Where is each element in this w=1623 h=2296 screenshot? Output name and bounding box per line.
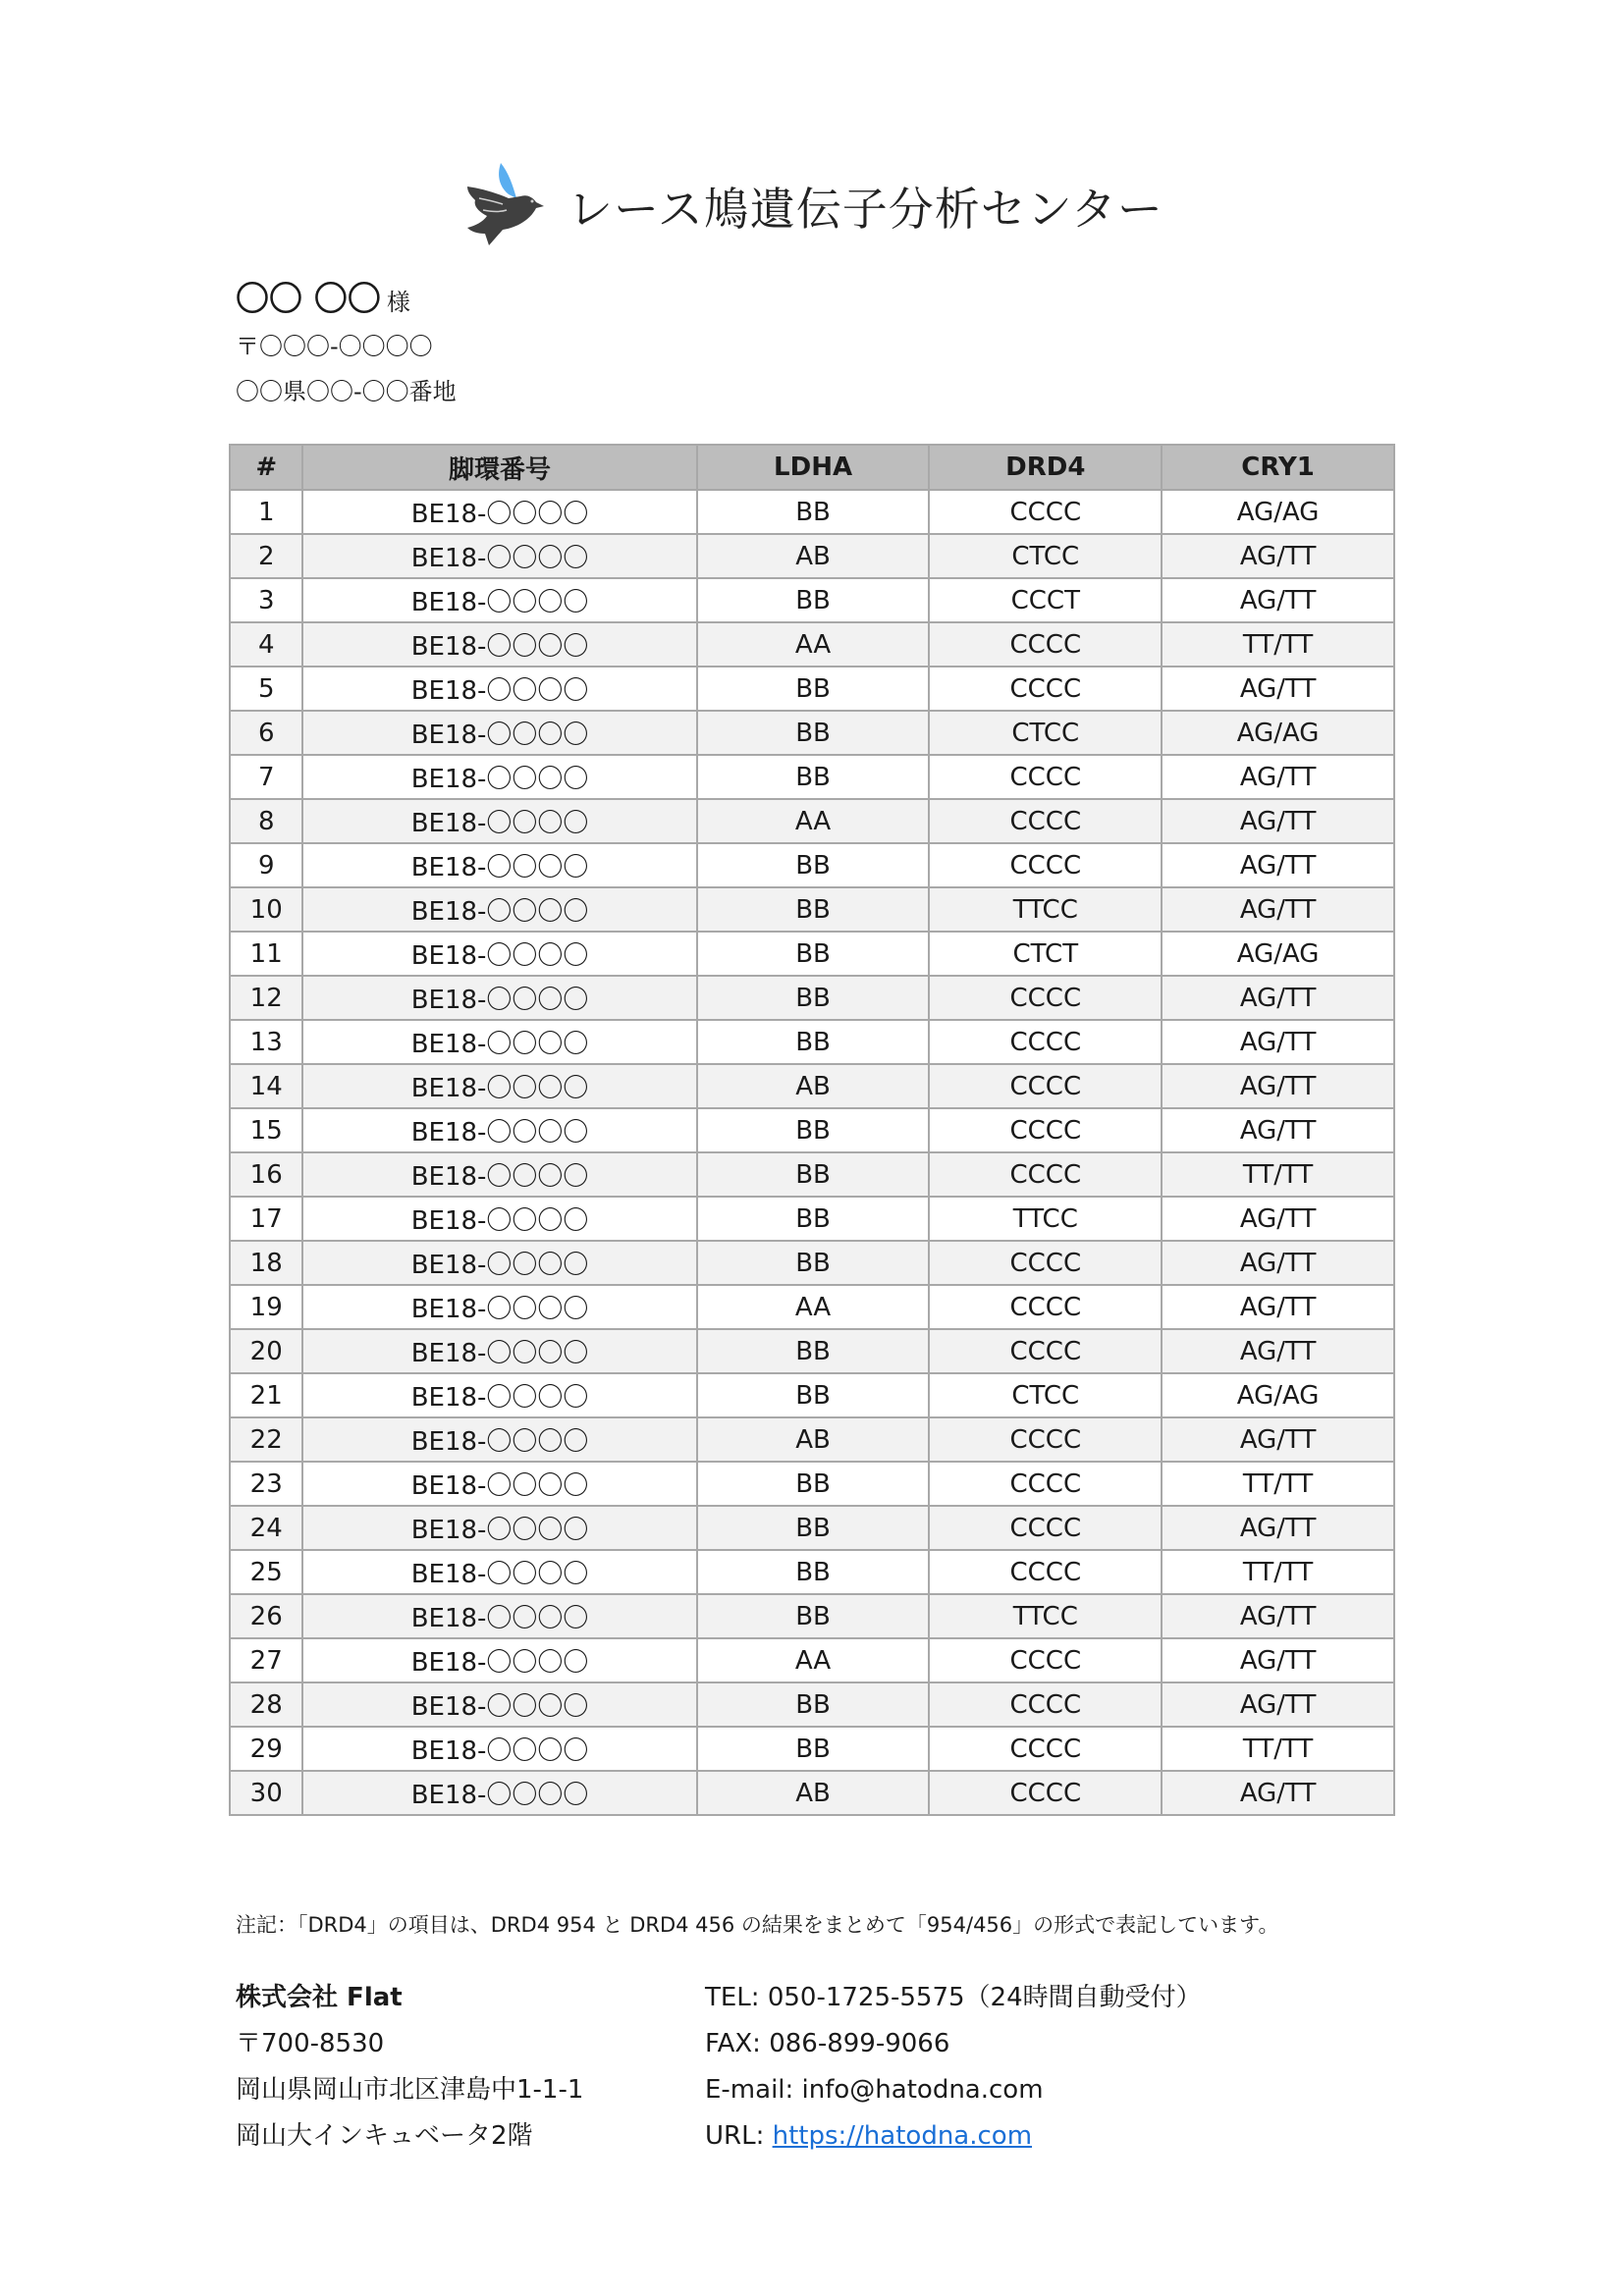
cell-drd4: CCCC [929,1020,1162,1064]
cell-cry1: AG/TT [1162,1241,1394,1285]
cell-number: 4 [230,622,302,667]
cell-drd4: CCCC [929,622,1162,667]
cell-ldha: AB [697,1771,930,1815]
cell-number: 25 [230,1550,302,1594]
cell-ldha: BB [697,1152,930,1197]
cell-cry1: AG/TT [1162,1329,1394,1373]
cell-ring-number: BE18-〇〇〇〇 [302,490,696,534]
cell-cry1: AG/TT [1162,1197,1394,1241]
table-row [230,1064,1394,1108]
cell-number: 23 [230,1462,302,1506]
cell-cry1: AG/AG [1162,711,1394,755]
cell-drd4: CCCC [929,976,1162,1020]
table-row [230,1329,1394,1373]
table-row [230,490,1394,534]
cell-ring-number: BE18-〇〇〇〇 [302,711,696,755]
cell-ldha: BB [697,1241,930,1285]
cell-ldha: BB [697,1506,930,1550]
cell-cry1: AG/TT [1162,1020,1394,1064]
cell-drd4: TTCC [929,1197,1162,1241]
cell-ring-number: BE18-〇〇〇〇 [302,667,696,711]
cell-drd4: CCCC [929,755,1162,799]
table-row [230,887,1394,932]
cell-drd4: CTCT [929,932,1162,976]
table-row [230,799,1394,843]
cell-number: 16 [230,1152,302,1197]
cell-ldha: BB [697,755,930,799]
company-info [236,1975,583,2160]
cell-ldha: BB [697,1727,930,1771]
table-row [230,1285,1394,1329]
cell-ldha: BB [697,1594,930,1638]
cell-cry1: AG/TT [1162,1682,1394,1727]
table-row [230,1682,1394,1727]
cell-cry1: AG/TT [1162,1771,1394,1815]
cell-ring-number: BE18-〇〇〇〇 [302,1594,696,1638]
contact-email: E-mail: info@hatodna.com [705,2075,1044,2105]
cell-ldha: BB [697,1020,930,1064]
cell-ldha: AB [697,1064,930,1108]
table-row [230,1771,1394,1815]
cell-drd4: TTCC [929,887,1162,932]
cell-ring-number: BE18-〇〇〇〇 [302,1638,696,1682]
cell-number: 11 [230,932,302,976]
cell-cry1: AG/TT [1162,799,1394,843]
cell-ldha: BB [697,1197,930,1241]
cell-cry1: AG/TT [1162,1108,1394,1152]
contact-tel: TEL: 050-1725-5575（24時間自動受付） [705,1983,1202,2012]
cell-drd4: TTCC [929,1594,1162,1638]
cell-drd4: CCCC [929,1417,1162,1462]
column-header-cry1: CRY1 [1162,445,1394,490]
cell-drd4: CTCC [929,1373,1162,1417]
cell-cry1: AG/TT [1162,578,1394,622]
cell-ldha: BB [697,711,930,755]
cell-number: 10 [230,887,302,932]
cell-ring-number: BE18-〇〇〇〇 [302,1727,696,1771]
cell-drd4: CCCT [929,578,1162,622]
cell-drd4: CCCC [929,1771,1162,1815]
cell-ldha: BB [697,1373,930,1417]
cell-drd4: CCCC [929,1638,1162,1682]
cell-number: 20 [230,1329,302,1373]
company-postal: 〒700-8530 [236,2029,385,2058]
cell-drd4: CCCC [929,667,1162,711]
table-row [230,1152,1394,1197]
cell-ring-number: BE18-〇〇〇〇 [302,1197,696,1241]
cell-ring-number: BE18-〇〇〇〇 [302,932,696,976]
cell-cry1: AG/TT [1162,1594,1394,1638]
cell-drd4: CCCC [929,1727,1162,1771]
cell-cry1: TT/TT [1162,1727,1394,1771]
cell-ldha: BB [697,843,930,887]
column-header-ring-number: 脚環番号 [302,445,696,490]
cell-number: 18 [230,1241,302,1285]
cell-ring-number: BE18-〇〇〇〇 [302,1152,696,1197]
contact-info [705,1975,1202,2160]
table-row [230,1550,1394,1594]
cell-ring-number: BE18-〇〇〇〇 [302,1329,696,1373]
cell-ring-number: BE18-〇〇〇〇 [302,578,696,622]
recipient-address: 〇〇県〇〇-〇〇番地 [236,378,457,405]
cell-ring-number: BE18-〇〇〇〇 [302,1373,696,1417]
column-header-ldha: LDHA [697,445,930,490]
cell-cry1: AG/TT [1162,1506,1394,1550]
cell-ldha: AB [697,1417,930,1462]
table-row [230,578,1394,622]
cell-ring-number: BE18-〇〇〇〇 [302,887,696,932]
cell-number: 5 [230,667,302,711]
cell-cry1: TT/TT [1162,1462,1394,1506]
contact-fax: FAX: 086-899-9066 [705,2029,950,2058]
cell-cry1: TT/TT [1162,1550,1394,1594]
cell-ring-number: BE18-〇〇〇〇 [302,1108,696,1152]
pigeon-icon [461,155,560,257]
cell-number: 28 [230,1682,302,1727]
recipient-name: 〇〇 〇〇 [236,280,381,319]
table-row [230,622,1394,667]
cell-ldha: BB [697,976,930,1020]
cell-ldha: BB [697,490,930,534]
cell-ring-number: BE18-〇〇〇〇 [302,1550,696,1594]
cell-ring-number: BE18-〇〇〇〇 [302,1506,696,1550]
table-row [230,667,1394,711]
cell-number: 2 [230,534,302,578]
cell-drd4: CCCC [929,799,1162,843]
cell-drd4: CCCC [929,1329,1162,1373]
cell-cry1: AG/AG [1162,490,1394,534]
cell-cry1: AG/AG [1162,1373,1394,1417]
cell-number: 12 [230,976,302,1020]
cell-number: 24 [230,1506,302,1550]
cell-ldha: BB [697,932,930,976]
column-header-number: # [230,445,302,490]
cell-cry1: AG/TT [1162,1064,1394,1108]
cell-number: 1 [230,490,302,534]
cell-ring-number: BE18-〇〇〇〇 [302,843,696,887]
cell-number: 22 [230,1417,302,1462]
table-body [230,490,1394,1815]
cell-cry1: TT/TT [1162,622,1394,667]
table-row [230,976,1394,1020]
cell-drd4: CTCC [929,534,1162,578]
company-address-line2: 岡山大インキュベータ2階 [236,2121,533,2151]
cell-cry1: AG/TT [1162,534,1394,578]
cell-ring-number: BE18-〇〇〇〇 [302,1682,696,1727]
company-name: 株式会社 Flat [236,1983,403,2012]
cell-ring-number: BE18-〇〇〇〇 [302,1285,696,1329]
cell-ldha: AA [697,622,930,667]
cell-drd4: CCCC [929,1241,1162,1285]
cell-cry1: AG/TT [1162,755,1394,799]
cell-ring-number: BE18-〇〇〇〇 [302,1771,696,1815]
cell-cry1: AG/TT [1162,887,1394,932]
table-row [230,1506,1394,1550]
website-link[interactable]: https://hatodna.com [772,2121,1033,2151]
cell-cry1: AG/TT [1162,667,1394,711]
cell-ldha: AA [697,1638,930,1682]
cell-drd4: CCCC [929,1285,1162,1329]
cell-ring-number: BE18-〇〇〇〇 [302,799,696,843]
table-row [230,755,1394,799]
cell-number: 26 [230,1594,302,1638]
cell-cry1: AG/TT [1162,1638,1394,1682]
cell-ldha: AB [697,534,930,578]
cell-ldha: BB [697,667,930,711]
cell-ldha: AA [697,1285,930,1329]
cell-ring-number: BE18-〇〇〇〇 [302,1462,696,1506]
cell-ring-number: BE18-〇〇〇〇 [302,534,696,578]
cell-ldha: BB [697,1462,930,1506]
cell-number: 19 [230,1285,302,1329]
table-header-row [230,445,1394,490]
cell-drd4: CCCC [929,1462,1162,1506]
brand-header [461,157,1163,255]
cell-number: 14 [230,1064,302,1108]
cell-ldha: BB [697,887,930,932]
brand-title: レース鳩遺伝子分析センター [568,183,1163,236]
cell-cry1: TT/TT [1162,1152,1394,1197]
cell-ldha: BB [697,1108,930,1152]
cell-drd4: CCCC [929,1506,1162,1550]
table-row [230,1594,1394,1638]
cell-number: 27 [230,1638,302,1682]
cell-drd4: CCCC [929,1682,1162,1727]
cell-ldha: BB [697,1550,930,1594]
column-header-drd4: DRD4 [929,445,1162,490]
cell-ldha: AA [697,799,930,843]
cell-ring-number: BE18-〇〇〇〇 [302,622,696,667]
cell-cry1: AG/AG [1162,932,1394,976]
company-address-line1: 岡山県岡山市北区津島中1-1-1 [236,2075,584,2105]
table-row [230,1727,1394,1771]
cell-drd4: CTCC [929,711,1162,755]
cell-ldha: BB [697,578,930,622]
cell-cry1: AG/TT [1162,976,1394,1020]
contact-url-line [705,2113,1202,2160]
table-row [230,1417,1394,1462]
table-row [230,1020,1394,1064]
recipient-block [236,275,457,414]
cell-number: 7 [230,755,302,799]
cell-number: 3 [230,578,302,622]
cell-cry1: AG/TT [1162,843,1394,887]
table-row [230,1197,1394,1241]
contact-url-label: URL: [705,2121,773,2151]
cell-drd4: CCCC [929,490,1162,534]
recipient-honorific: 様 [386,289,410,316]
cell-number: 15 [230,1108,302,1152]
table-row [230,1462,1394,1506]
cell-ldha: BB [697,1682,930,1727]
cell-number: 6 [230,711,302,755]
table-row [230,932,1394,976]
cell-ldha: BB [697,1329,930,1373]
cell-ring-number: BE18-〇〇〇〇 [302,755,696,799]
cell-ring-number: BE18-〇〇〇〇 [302,1020,696,1064]
cell-number: 17 [230,1197,302,1241]
recipient-postal: 〒〇〇〇-〇〇〇〇 [236,333,433,360]
cell-number: 8 [230,799,302,843]
cell-ring-number: BE18-〇〇〇〇 [302,1064,696,1108]
cell-ring-number: BE18-〇〇〇〇 [302,1417,696,1462]
table-row [230,1373,1394,1417]
cell-drd4: CCCC [929,1108,1162,1152]
cell-number: 29 [230,1727,302,1771]
cell-cry1: AG/TT [1162,1285,1394,1329]
table-row [230,1241,1394,1285]
cell-drd4: CCCC [929,843,1162,887]
cell-cry1: AG/TT [1162,1417,1394,1462]
recipient-name-line [236,275,457,324]
cell-number: 13 [230,1020,302,1064]
cell-number: 21 [230,1373,302,1417]
genotype-results-table [229,444,1395,1816]
cell-drd4: CCCC [929,1152,1162,1197]
cell-drd4: CCCC [929,1550,1162,1594]
cell-drd4: CCCC [929,1064,1162,1108]
cell-number: 30 [230,1771,302,1815]
cell-number: 9 [230,843,302,887]
table-row [230,1108,1394,1152]
cell-ring-number: BE18-〇〇〇〇 [302,976,696,1020]
table-row [230,534,1394,578]
cell-ring-number: BE18-〇〇〇〇 [302,1241,696,1285]
table-row [230,1638,1394,1682]
table-row [230,843,1394,887]
table-row [230,711,1394,755]
footnote: 注記：「DRD4」の項目は、DRD4 954 と DRD4 456 の結果をまとめて「954/456」の形式で表記しています。 [236,1913,1279,1937]
